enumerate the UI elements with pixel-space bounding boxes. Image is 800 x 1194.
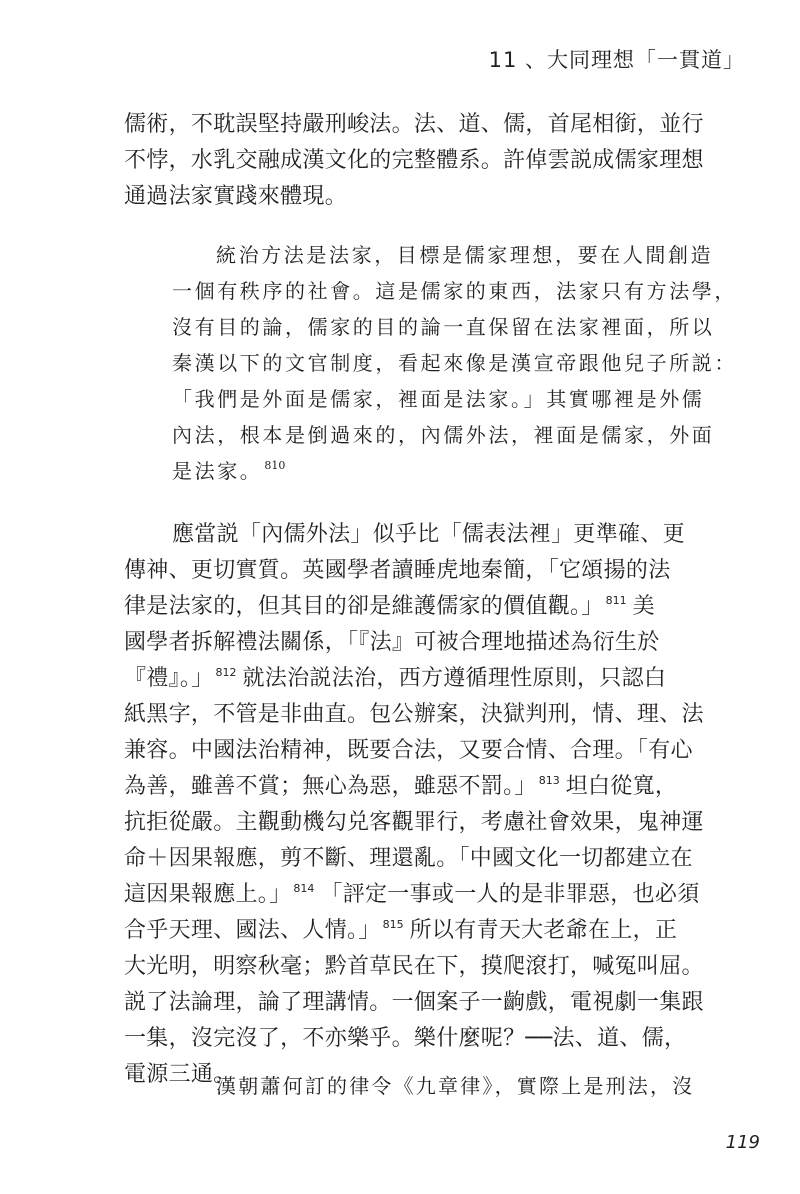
text-line xyxy=(124,596,655,618)
quote-line xyxy=(172,461,291,481)
footnote-ref: 815 xyxy=(382,918,404,931)
text-line: 説了法論理，論了理講情。一個案子一齣戲，電視劇一集跟 xyxy=(124,990,704,1015)
text-line: 不悖，水乳交融成漢文化的完整體系。許倬雲説成儒家理想 xyxy=(124,148,704,173)
quote-line: 秦漢以下的文官制度，看起來像是漢宣帝跟他兒子所説： xyxy=(172,351,737,375)
text-span: 「評定一事或一人的是非罪惡，也必須 xyxy=(320,882,700,907)
quote-line: 「我們是外面是儒家，裡面是法家。」其實哪裡是外儒 xyxy=(172,387,705,411)
text-line xyxy=(124,668,666,690)
quote-line: 統治方法是法家，目標是儒家理想，要在人間創造 xyxy=(216,243,714,267)
text-line: 電源三通。 xyxy=(124,1062,236,1087)
text-line: 一集，沒完沒了，不亦樂乎。樂什麼呢？──法、道、儒， xyxy=(124,1026,687,1051)
text-line xyxy=(124,884,700,906)
quote-line: 一個有秩序的社會。這是儒家的東西，法家只有方法學， xyxy=(172,279,737,303)
text-span: 律是法家的，但其目的卻是維護儒家的價值觀。」 xyxy=(124,594,604,619)
text-line: 抗拒從嚴。主觀動機勾兑客觀罪行，考慮社會效果，鬼神運 xyxy=(124,810,704,835)
text-line: 大光明，明察秋毫；黔首草民在下，摸爬滾打，喊冤叫屈。 xyxy=(124,954,704,979)
text-span: 坦白從寬， xyxy=(565,774,678,799)
text-span: 合乎天理、國法、人情。」 xyxy=(124,918,381,943)
text-line xyxy=(124,920,677,942)
text-line: 通過法家實踐來體現。 xyxy=(124,184,348,209)
footnote-ref: 813 xyxy=(538,774,560,787)
text-span: 這因果報應上。」 xyxy=(124,882,292,907)
text-span: 『禮』。」 xyxy=(124,666,214,691)
footnote-ref: 811 xyxy=(605,594,627,607)
text-line: 應當説「內儒外法」似乎比「儒表法裡」更準確、更 xyxy=(172,522,685,547)
footnote-ref: 814 xyxy=(293,882,315,895)
text-line: 兼容。中國法治精神，既要合法，又要合情、合理。「有心 xyxy=(124,738,693,763)
footnote-ref: 810 xyxy=(264,459,286,472)
running-header: 11 、大同理想「一貫道」 xyxy=(488,48,745,72)
quote-line: 沒有目的論，儒家的目的論一直保留在法家裡面，所以 xyxy=(172,315,715,339)
text-span: 就法治説法治，西方遵循理性原則，只認白 xyxy=(242,666,667,691)
text-span: 為善，雖善不賞；無心為惡，雖惡不罰。」 xyxy=(124,774,537,799)
text-span: 美 xyxy=(632,594,655,619)
text-line: 漢朝蕭何訂的律令《九章律》，實際上是刑法，沒 xyxy=(216,1074,695,1098)
text-line: 命＋因果報應，剪不斷、理還亂。「中國文化一切都建立在 xyxy=(124,846,693,871)
text-line xyxy=(124,776,677,798)
footnote-ref: 812 xyxy=(215,666,237,679)
quote-text: 是法家。 xyxy=(172,459,263,483)
text-line: 傳神、更切實質。英國學者讀睡虎地秦簡，「它頌揚的法 xyxy=(124,558,671,583)
quote-line: 內法，根本是倒過來的，內儒外法，裡面是儒家，外面 xyxy=(172,423,715,447)
page-number: 119 xyxy=(725,1132,760,1153)
text-line: 國學者拆解禮法關係，「『法』可被合理地描述為衍生於 xyxy=(124,630,660,655)
text-line: 紙黑字，不管是非曲直。包公辦案，決獄判刑，情、理、法 xyxy=(124,702,704,727)
text-line: 儒術，不耽誤堅持嚴刑峻法。法、道、儒，首尾相銜，並行 xyxy=(124,112,704,137)
text-span: 所以有青天大老爺在上，正 xyxy=(409,918,678,943)
